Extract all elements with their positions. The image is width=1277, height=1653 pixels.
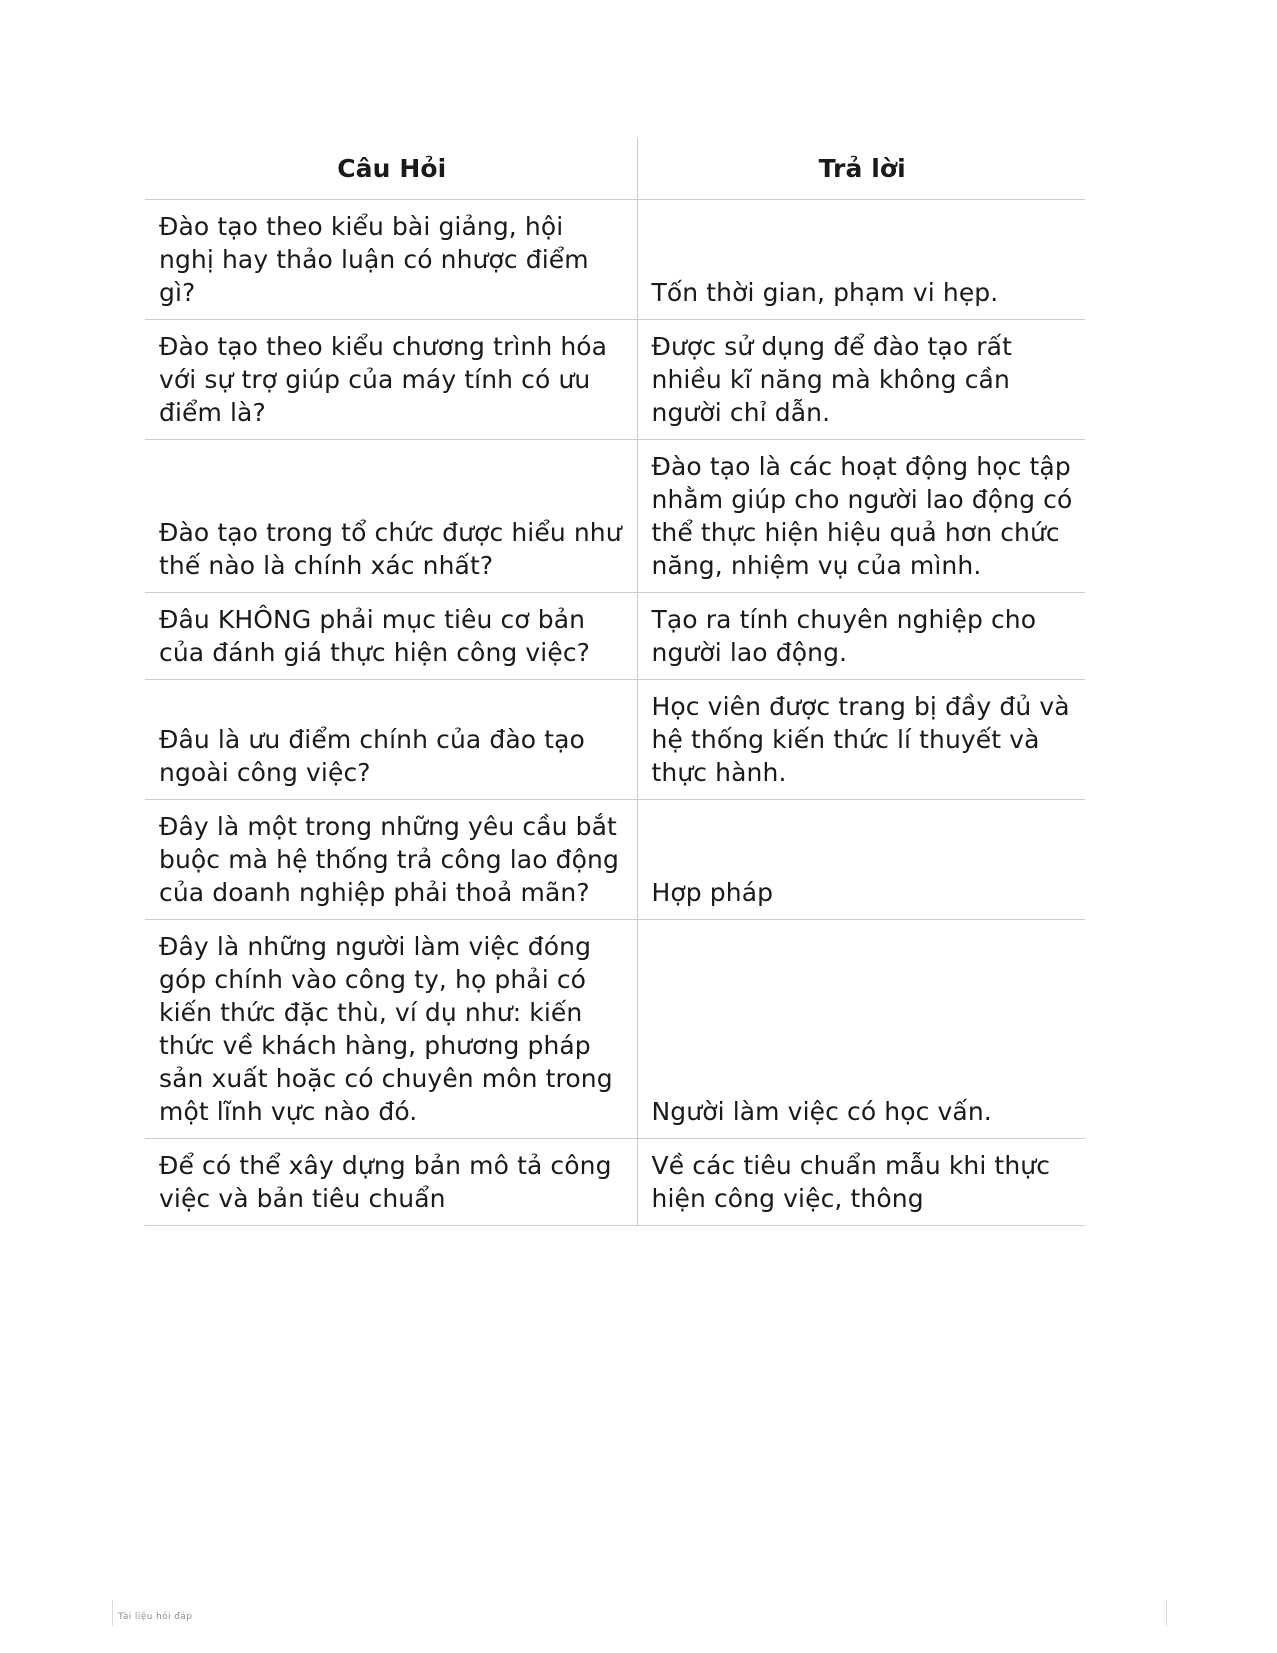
page-edge-tick-left: [112, 1600, 113, 1626]
answer-cell: Tốn thời gian, phạm vi hẹp.: [637, 200, 1085, 320]
question-cell: Đây là một trong những yêu cầu bắt buộc mà hệ thống trả công lao động của doanh nghiệp phải thoả mãn?: [145, 800, 637, 920]
answer-cell: Về các tiêu chuẩn mẫu khi thực hiện công việc, thông: [637, 1139, 1085, 1226]
column-header-question: Câu Hỏi: [145, 138, 637, 200]
question-cell: Đây là những người làm việc đóng góp chính vào công ty, họ phải có kiến thức đặc thù, ví dụ như: kiến thức về khách hàng, phương pháp sản xuất hoặc có chuyên môn trong một lĩnh vực nào đó.: [145, 920, 637, 1139]
answer-cell: Được sử dụng để đào tạo rất nhiều kĩ năng mà không cần người chỉ dẫn.: [637, 320, 1085, 440]
table-row: [145, 800, 1085, 920]
table-row: [145, 440, 1085, 593]
answer-cell: Hợp pháp: [637, 800, 1085, 920]
question-cell: Đâu KHÔNG phải mục tiêu cơ bản của đánh giá thực hiện công việc?: [145, 593, 637, 680]
answer-cell: Học viên được trang bị đầy đủ và hệ thống kiến thức lí thuyết và thực hành.: [637, 680, 1085, 800]
qa-table: [145, 138, 1085, 1226]
table-row: [145, 920, 1085, 1139]
table-row: [145, 680, 1085, 800]
table-header-row: [145, 138, 1085, 200]
question-cell: Đào tạo theo kiểu chương trình hóa với sự trợ giúp của máy tính có ưu điểm là?: [145, 320, 637, 440]
answer-cell: Đào tạo là các hoạt động học tập nhằm giúp cho người lao động có thể thực hiện hiệu quả hơn chức năng, nhiệm vụ của mình.: [637, 440, 1085, 593]
table-row: [145, 593, 1085, 680]
question-cell: Để có thể xây dựng bản mô tả công việc và bản tiêu chuẩn: [145, 1139, 637, 1226]
answer-cell: Người làm việc có học vấn.: [637, 920, 1085, 1139]
table-row: [145, 320, 1085, 440]
page-edge-tick-right: [1166, 1600, 1167, 1626]
footer-divider: [114, 1598, 1168, 1599]
question-cell: Đào tạo trong tổ chức được hiểu như thế nào là chính xác nhất?: [145, 440, 637, 593]
column-header-answer: Trả lời: [637, 138, 1085, 200]
table-row: [145, 200, 1085, 320]
footer-watermark: Tài liệu hỏi đáp: [118, 1612, 193, 1622]
question-cell: Đào tạo theo kiểu bài giảng, hội nghị hay thảo luận có nhược điểm gì?: [145, 200, 637, 320]
question-cell: Đâu là ưu điểm chính của đào tạo ngoài công việc?: [145, 680, 637, 800]
qa-table-container: [145, 138, 1085, 1226]
table-row: [145, 1139, 1085, 1226]
answer-cell: Tạo ra tính chuyên nghiệp cho người lao động.: [637, 593, 1085, 680]
